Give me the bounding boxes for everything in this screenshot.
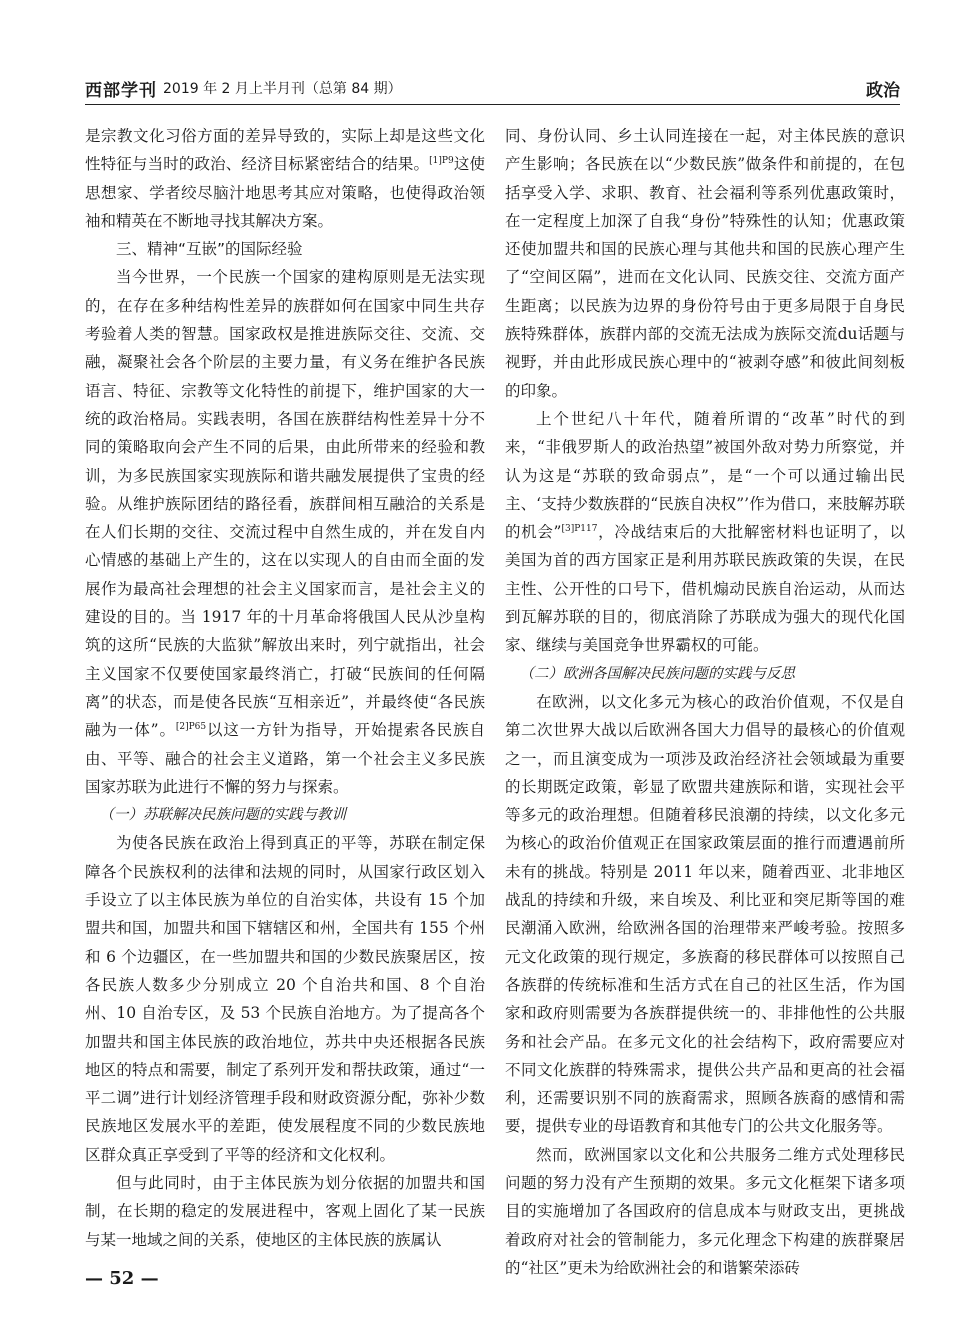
body-paragraph [85, 263, 485, 801]
paragraph-text: 是宗教文化习俗方面的差异导致的，实际上却是这些文化性特征与当时的政治、经济目标紧密结合的结果。 [85, 127, 485, 174]
page-header [85, 74, 900, 105]
body-paragraph [505, 405, 905, 660]
journal-logo: 西部学刊 [85, 81, 157, 101]
paragraph-text: 在欧洲，以文化多元为核心的政治价值观，不仅是自第二次世界大战以后欧洲各国大力倡导的最核心的价值观之一，而且演变成为一项涉及政治经济社会领域最为重要的长期既定政策，彰显了欧盟共建族际和谐，实现社会平等多元的政治理想。但随着移民浪潮的持续，以文化多元为核心的政治价值观正在国家政策层面的推行而遭遇前所未有的挑战。特别是 2011 年以来，随着西亚、北非地区战乱的持续和升级，来自埃及、利比亚和突尼斯等国的难民潮涌入欧洲，给欧洲各国的治理带来严峻考验。按照多元文化政策的现行规定，多族裔的移民群体可以按照自己各族群的传统标准和生活方式在自己的社区生活，作为国家和政府则需要为各族群提供统一的、非排他性的公共服务和社会产品。在多元文化的社会结构下，政府需要应对不同文化族群的特殊需求，提供公共产品和更高的社会福利，还需要识别不同的族裔需求，照顾各族裔的感情和需要，提供专业的母语教育和其他专门的公共文化服务等。 [505, 692, 905, 1136]
paragraph-text: 以这一方针为指导，开始提索各民族自由、平等、融合的社会主义道路，第一个社会主义多民族国家苏联为此进行不懈的努力与探索。 [85, 721, 485, 796]
paragraph-text: （一）苏联解决民族问题的实践与教训 [99, 807, 346, 824]
paragraph-text: 同、身份认同、乡土认同连接在一起，对主体民族的意识产生影响；各民族在以“少数民族”做条件和前提的，在包括享受入学、求职、教育、社会福利等系列优惠政策时，在一定程度上加深了自我“身份”特殊性的认知；优惠政策还使加盟共和国的民族心理与其他共和国的民族心理产生了“空间区隔”，进而在文化认同、民族交往、交流方面产生距离；以民族为边界的身份符号由于更多局限于自身民族特殊群体，族群内部的交流无法成为族际交流du话题与视野，并由此形成民族心理中的“被剥夺感”和彼此间刻板的印象。 [505, 127, 905, 400]
paragraph-text: 三、精神“互嵌”的国际经验 [116, 240, 303, 259]
paragraph-text: 上个世纪八十年代，随着所谓的“改革”时代的到来，“非俄罗斯人的政治热望”被国外敌对势力所察觉，并认为这是“苏联的致命弱点”，是“一个可以通过输出民主、‘支持少数族群的“民族自决权”’作为借口，来肢解苏联的机会” [505, 409, 905, 542]
section-heading [85, 235, 485, 263]
body-paragraph [85, 122, 485, 235]
paragraph-text: 为使各民族在政治上得到真正的平等，苏联在制定保障各个民族权利的法律和法规的同时，从国家行政区划入手设立了以主体民族为单位的自治实体，共设有 15 个加盟共和国，加盟共和国下辖辖区和州，全国共有 155 个州和 6 个边疆区，在一些加盟共和国的少数民族聚居区，按各民族人数多少分别成立 20 个自治共和国、8 个自治州、10 自治专区，及 53 个民族自治地方。为了提高各个加盟共和国主体民族的政治地位，苏共中央还根据各民族地区的特点和需要，制定了系列开发和帮扶政策，通过“一平二调”进行计划经济管理手段和财政资源分配，弥补少数民族地区发展水平的差距，使发展程度不同的少数民族地区群众真正享受到了平等的经济和文化权利。 [85, 834, 485, 1164]
paragraph-text: ，冷战结束后的大批解密材料也证明了，以美国为首的西方国家正是利用苏联民族政策的失误，在民主性、公开性的口号下，借机煽动民族自治运动，从而达到瓦解苏联的目的，彻底消除了苏联成为强大的现代化国家、继续与美国竞争世界霸权的可能。 [505, 523, 905, 655]
paragraph-text: 这使思想家、学者绞尽脑汁地思考其应对策略，也使得政治领袖和精英在不断地寻找其解决方案。 [85, 155, 485, 230]
paragraph-text: 当今世界，一个民族一个国家的建构原则是无法实现的，在存在多种结构性差异的族群如何在国家中同生共存考验着人类的智慧。国家政权是推进族际交往、交流、交融，凝聚社会各个阶层的主要力量，有义务在维护各民族语言、特征、宗教等文化特性的前提下，维护国家的大一统的政治格局。实践表明，各国在族群结构性差异十分不同的策略取向会产生不同的后果，由此所带来的经验和教训，为多民族国家实现族际和谐共融发展提供了宝贵的经验。从维护族际团结的路径看，族群间相互融洽的关系是在人们长期的交往、交流过程中自然生成的，并在发自内心情感的基础上产生的，这在以实现人的自由而全面的发展作为最高社会理想的社会主义国家而言，是社会主义的建设的目的。当 1917 年的十月革命将俄国人民从沙皇构筑的这所“民族的大监狱”解放出来时，列宁就指出，社会主义国家不仅要使国家最终消亡，打破“民族间的任何隔离”的状态，而是使各民族“互相亲近”，并最终使“各民族融为一体”。 [85, 268, 485, 740]
left-column [85, 122, 485, 1257]
citation-reference: [2]P65 [175, 722, 207, 733]
paragraph-text: 但与此同时，由于主体民族为划分依据的加盟共和国制，在长期的稳定的发展进程中，客观上固化了某一民族与某一地域之间的关系，使地区的主体民族的族属认 [85, 1173, 485, 1249]
paragraph-text: （二）欧洲各国解决民族问题的实践与反思 [519, 665, 795, 682]
body-paragraph [505, 1141, 905, 1282]
section-title: 政治 [866, 81, 900, 101]
right-column [505, 122, 905, 1277]
citation-reference: [3]P117 [561, 524, 598, 534]
body-paragraph [505, 122, 905, 405]
subsection-heading [85, 801, 485, 829]
subsection-heading [505, 660, 905, 688]
citation-reference: [1]P9 [429, 156, 454, 167]
issue-info: 2019 年 2 月上半月刊（总第 84 期） [163, 81, 402, 97]
body-paragraph [505, 688, 905, 1141]
paragraph-text: 然而，欧洲国家以文化和公共服务二维方式处理移民问题的努力没有产生预期的效果。多元文化框架下诸多项目的实施增加了各国政府的信息成本与财政支出，更挑战着政府对社会的管制能力，多元化理念下构建的族群聚居的“社区”更未为给欧洲社会的和谐繁荣添砖 [505, 1145, 905, 1277]
body-paragraph [85, 829, 485, 1169]
page-number: — 52 — [85, 1268, 159, 1289]
body-paragraph [85, 1169, 485, 1254]
